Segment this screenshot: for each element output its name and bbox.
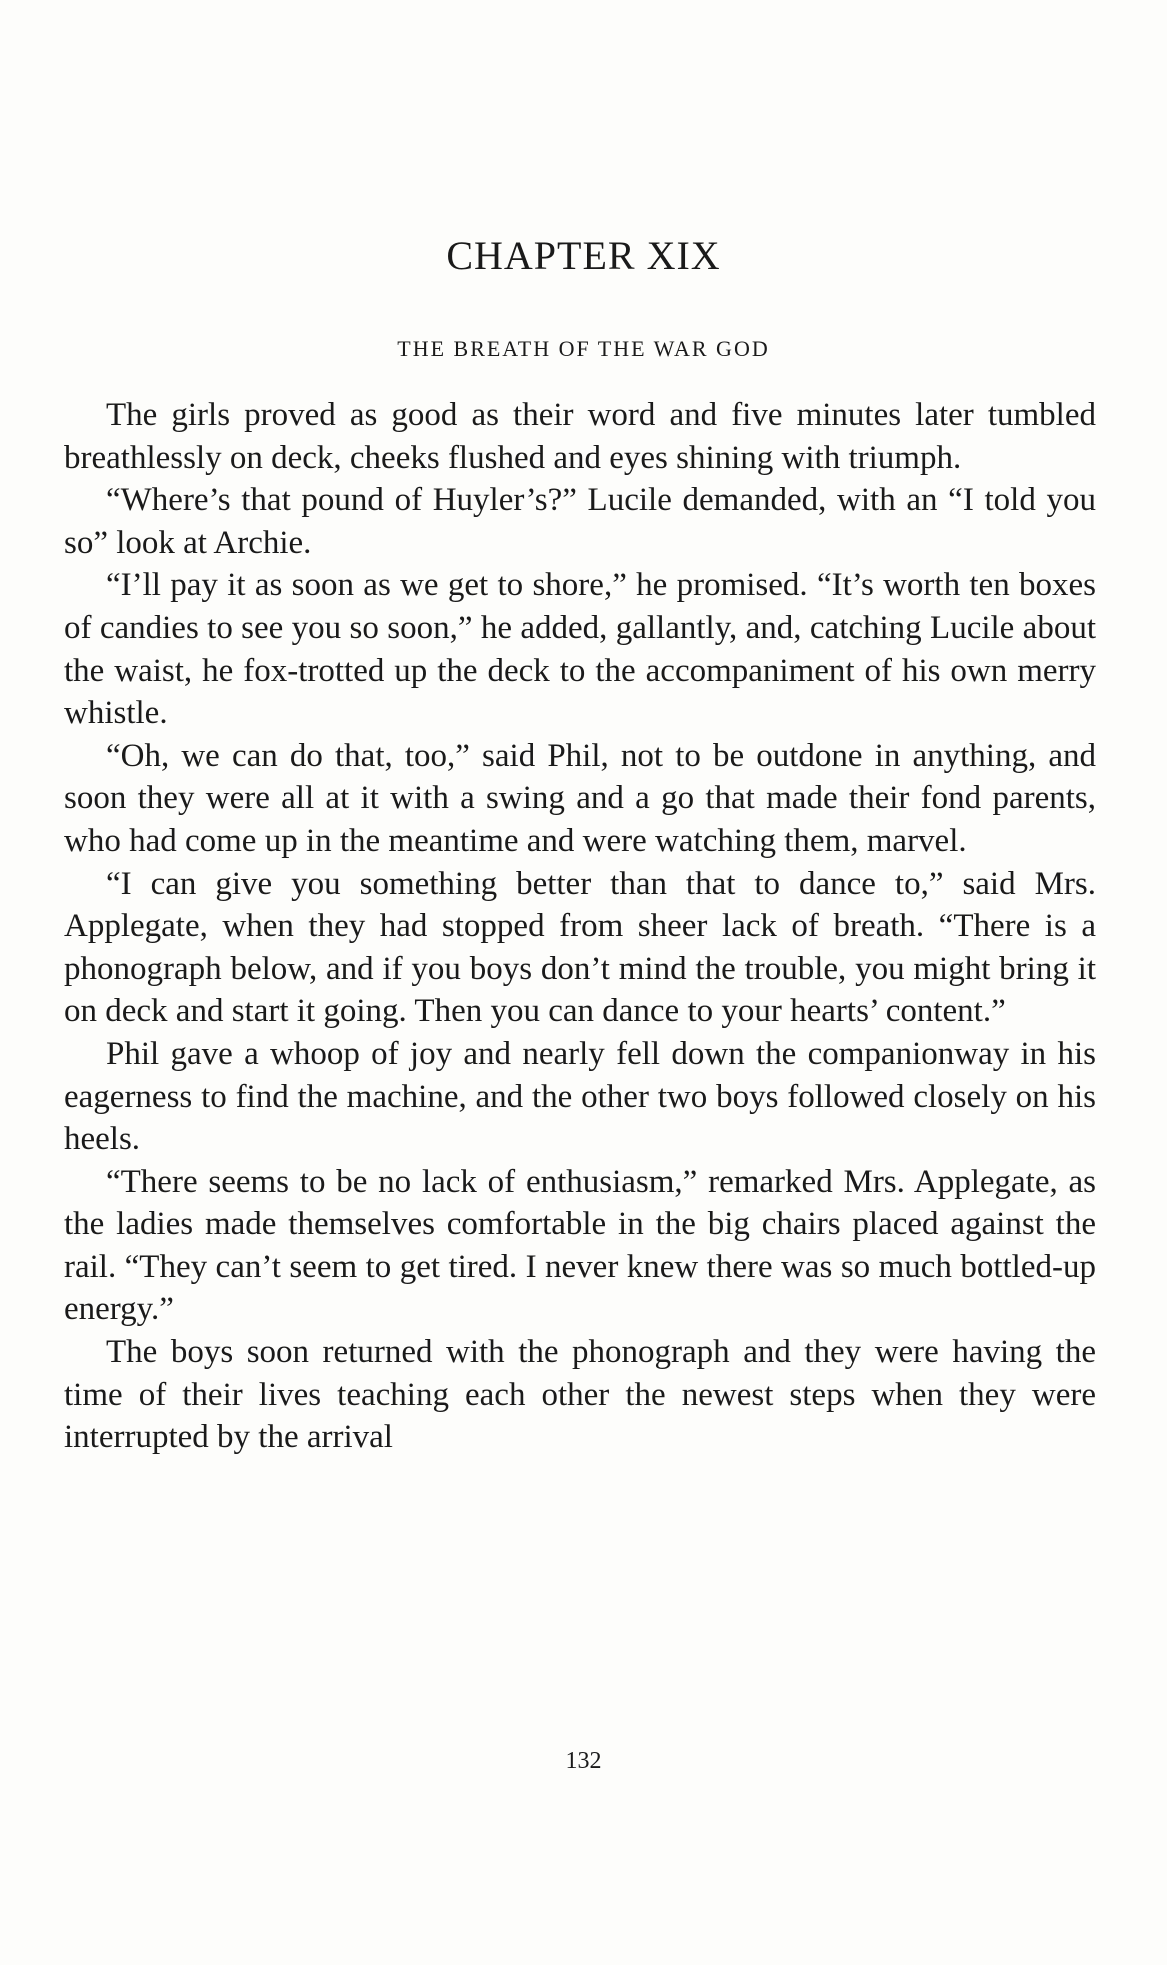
paragraph-7: “There seems to be no lack of enthusiasm,” remarked Mrs. Applegate, as the ladies made themselves comfortable in the big chairs placed against the rail. “They can’t seem to get tired. I never knew there was so much bottled-up energy.” xyxy=(64,1163,1096,1328)
paragraph-1: The girls proved as good as their word and five minutes later tumbled breathlessly on deck, cheeks flushed and eyes shining with triumph. xyxy=(64,397,1096,476)
paragraph-8: The boys soon returned with the phonograph and they were having the time of their lives teaching each other the newest steps when they were interrupted by the arrival xyxy=(64,1334,1096,1456)
page-number: 132 xyxy=(565,1748,602,1774)
paragraph-5: “I can give you something better than that to dance to,” said Mrs. Applegate, when they had stopped from sheer lack of breath. “There is a phonograph below, and if you boys don’t mind the trouble, you might bring it on deck and start it going. Then you can dance to your hearts’ content.” xyxy=(64,865,1096,1030)
paragraph-2: “Where’s that pound of Huyler’s?” Lucile demanded, with an “I told you so” look at Archie. xyxy=(64,482,1096,561)
paragraph-3: “I’ll pay it as soon as we get to shore,” he promised. “It’s worth ten boxes of candies to see you so soon,” he added, gallantly, and, catching Lucile about the waist, he fox-trotted up the deck to the accompaniment of his own merry whistle. xyxy=(64,567,1096,732)
chapter-body xyxy=(64,394,1096,1459)
paragraph-6: Phil gave a whoop of joy and nearly fell down the companionway in his eagerness to find the machine, and the other two boys followed closely on his heels. xyxy=(64,1035,1096,1158)
chapter-subtitle: THE BREATH OF THE WAR GOD xyxy=(397,336,770,361)
paragraph-4: “Oh, we can do that, too,” said Phil, not to be outdone in anything, and soon they were all at it with a swing and a go that made their fond parents, who had come up in the meantime and were watching them, marvel. xyxy=(64,737,1096,859)
chapter-title: CHAPTER XIX xyxy=(446,233,721,278)
